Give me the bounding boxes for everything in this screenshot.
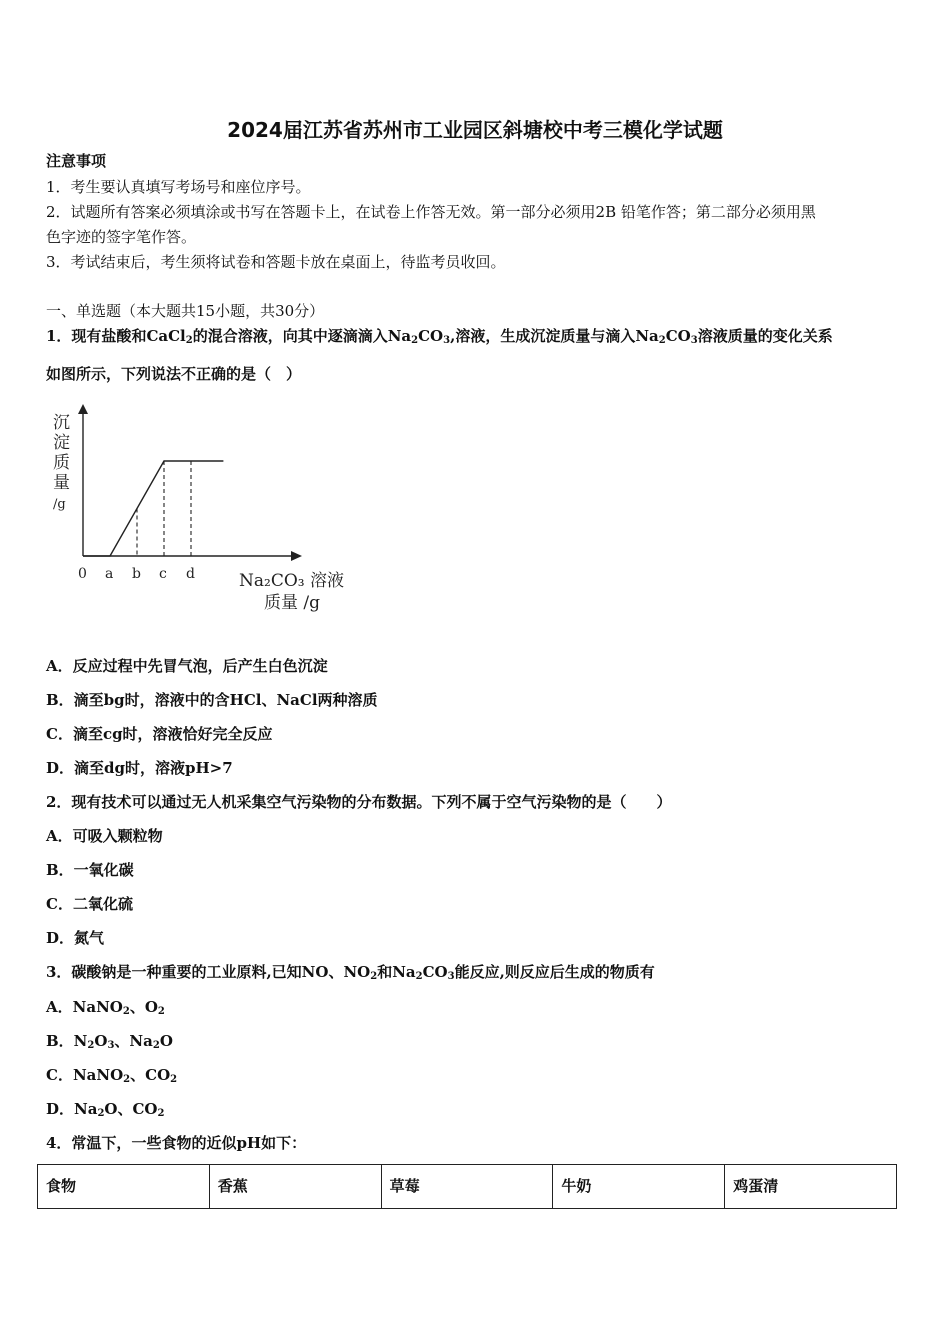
table-cell: 香蕉 [209, 1165, 381, 1209]
notice-item: 1．考生要认真填写考场号和座位序号。 [46, 178, 311, 196]
table-cell: 牛奶 [553, 1165, 725, 1209]
tick-label: d [186, 566, 195, 582]
q1-option-d: D．滴至dg时，溶液pH>7 [46, 759, 233, 777]
x-axis-arrow [291, 551, 302, 561]
table-row [38, 1165, 897, 1209]
q3-option-b: B．$N_2O_3$、$Na_2O$ [46, 1032, 173, 1051]
y-axis-label: 量 [53, 473, 70, 493]
tick-label: a [105, 566, 114, 582]
q1-option-a: A．反应过程中先冒气泡，后产生白色沉淀 [46, 657, 328, 675]
table-cell: 鸡蛋清 [725, 1165, 897, 1209]
section-heading: 一、单选题（本大题共15小题，共30分） [46, 302, 325, 320]
notice-item: 2．试题所有答案必须填涂或书写在答题卡上，在试卷上作答无效。第一部分必须用2B 铅笔作答；第二部分必须用黑 [46, 203, 816, 221]
ph-table [37, 1164, 897, 1209]
page-title: 2024届江苏省苏州市工业园区斜塘校中考三模化学试题 [227, 118, 723, 142]
x-axis-label: Na₂CO₃ 溶液 [239, 571, 344, 591]
q2-option-a: A．可吸入颗粒物 [46, 827, 163, 845]
q3-stem: 3．碳酸钠是一种重要的工业原料,已知NO、$NO_2$和$Na_2CO_3$能反应,则反应后生成的物质有 [46, 963, 655, 982]
notice-item: 3．考试结束后，考生须将试卷和答题卡放在桌面上，待监考员收回。 [46, 253, 506, 271]
q2-stem: 2．现有技术可以通过无人机采集空气污染物的分布数据。下列不属于空气污染物的是（ ） [46, 793, 672, 811]
y-axis-arrow [78, 404, 88, 414]
q4-stem: 4．常温下，一些食物的近似pH如下： [46, 1134, 307, 1152]
table-cell: 食物 [38, 1165, 210, 1209]
q2-option-d: D．氮气 [46, 929, 105, 947]
y-axis-label: 质 [53, 453, 70, 473]
notice-heading: 注意事项 [46, 152, 107, 170]
tick-label: 0 [78, 566, 87, 582]
q3-option-c: C．NaNO$_2$、$CO_2$ [46, 1066, 178, 1085]
q3-option-d: D．$Na_2O$、$CO_2$ [46, 1100, 165, 1119]
x-axis-label-units: 质量 /g [264, 593, 321, 613]
q1-stem-line2: 如图所示，下列说法不正确的是（ ） [46, 365, 302, 383]
tick-label: c [159, 566, 167, 582]
q2-option-b: B．一氧化碳 [46, 861, 134, 879]
y-axis-label: /g [53, 497, 66, 512]
y-axis-label: 淀 [53, 433, 70, 453]
q3-option-a: A．NaNO$_2$、$O_2$ [46, 998, 165, 1017]
precipitate-chart [46, 398, 366, 618]
table-cell: 草莓 [381, 1165, 553, 1209]
tick-label: b [132, 566, 141, 582]
y-axis-label: 沉 [53, 413, 70, 433]
q1-option-c: C．滴至cg时，溶液恰好完全反应 [46, 725, 273, 743]
q1-option-b: B．滴至bg时，溶液中的含HCl、NaCl两种溶质 [46, 691, 378, 709]
series-line [83, 461, 223, 556]
q2-option-c: C．二氧化硫 [46, 895, 133, 913]
q1-stem-line1: 1．现有盐酸和CaCl$_2$的混合溶液，向其中逐滴滴入$Na_2CO_3$,溶液，生成沉淀质量与滴入$Na_2CO_3$溶液质量的变化关系 [46, 327, 833, 346]
notice-item: 色字迹的签字笔作答。 [46, 228, 197, 246]
